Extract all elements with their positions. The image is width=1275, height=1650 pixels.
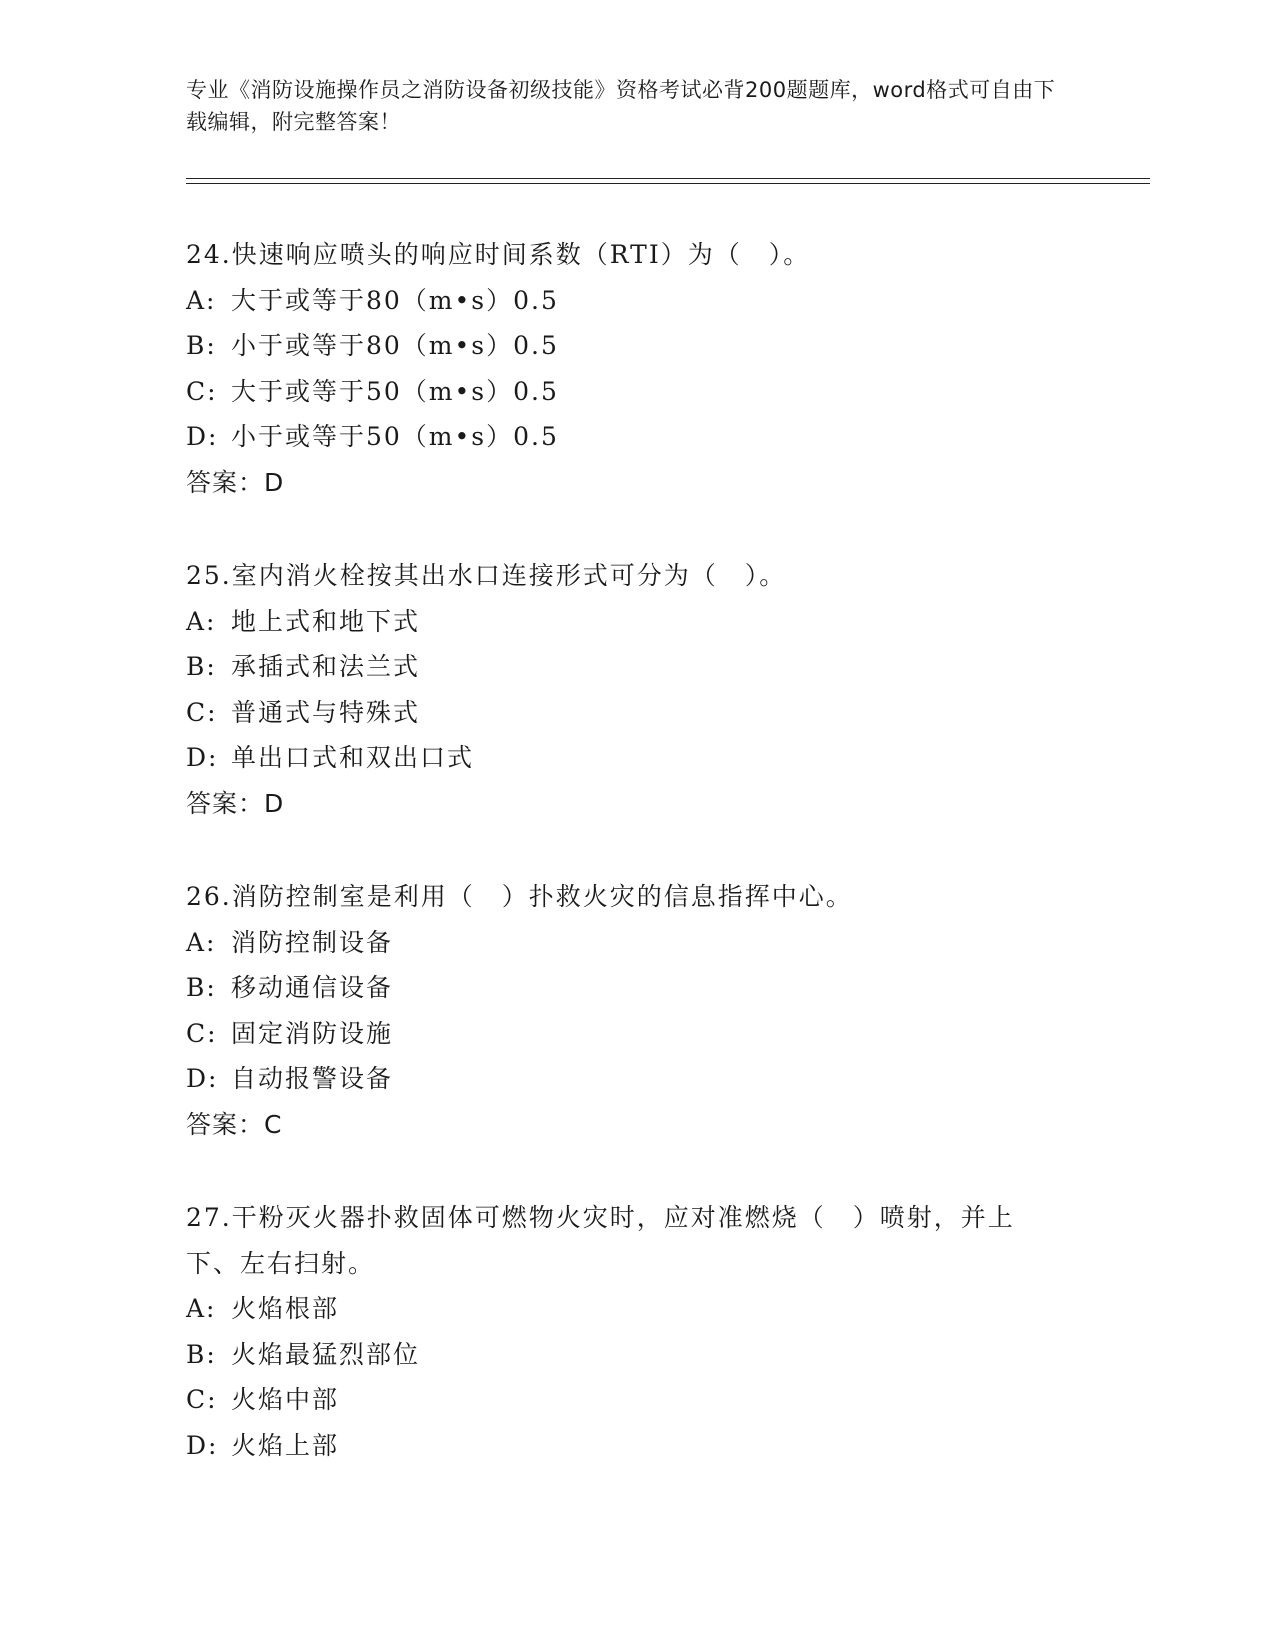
option-letter: D: (186, 743, 219, 772)
answer-line: 答案：C (186, 1109, 283, 1139)
question-list (186, 232, 1086, 1468)
option-b (186, 965, 1086, 1011)
option-a (186, 1286, 1086, 1332)
option-b (186, 644, 1086, 690)
question-stem: 25.室内消火栓按其出水口连接形式可分为（ ）。 (186, 561, 787, 590)
option-text: 单出口式和双出口式 (231, 743, 475, 772)
option-b (186, 323, 1086, 369)
option-text: 大于或等于80（m•s）0.5 (231, 285, 559, 315)
option-letter: A: (186, 285, 217, 315)
option-text: 地上式和地下式 (231, 606, 421, 636)
option-letter: A: (186, 1294, 217, 1323)
question-spacer (186, 1147, 1086, 1195)
option-d (186, 735, 1086, 781)
question-stem-line-2: 下、左右扫射。 (186, 1248, 376, 1278)
option-text: 火焰根部 (231, 1294, 340, 1323)
option-c (186, 369, 1086, 415)
option-letter: B: (186, 973, 217, 1002)
option-letter: A: (186, 927, 217, 957)
question-stem: 24.快速响应喷头的响应时间系数（RTI）为（ ）。 (186, 240, 811, 269)
answer-line: 答案：D (186, 467, 285, 497)
option-d (186, 1423, 1086, 1469)
question-24 (186, 232, 1086, 505)
option-text: 小于或等于80（m•s）0.5 (231, 331, 559, 360)
option-text: 移动通信设备 (231, 973, 394, 1002)
option-letter: A: (186, 606, 217, 636)
question-spacer (186, 826, 1086, 874)
question-26 (186, 874, 1086, 1147)
question-25 (186, 553, 1086, 826)
option-letter: C: (186, 1385, 218, 1414)
option-letter: D: (186, 422, 219, 451)
question-27 (186, 1195, 1086, 1468)
option-a (186, 278, 1086, 324)
answer-line: 答案：D (186, 788, 285, 818)
option-letter: B: (186, 331, 217, 360)
option-text: 火焰上部 (231, 1430, 340, 1460)
option-text: 大于或等于50（m•s）0.5 (231, 376, 559, 406)
option-text: 自动报警设备 (231, 1064, 394, 1093)
option-letter: C: (186, 697, 218, 727)
option-text: 火焰最猛烈部位 (231, 1339, 421, 1369)
option-letter: D: (186, 1064, 219, 1093)
option-letter: B: (186, 652, 217, 681)
option-c (186, 690, 1086, 736)
header-divider-bottom (186, 183, 1150, 184)
option-letter: D: (186, 1430, 219, 1460)
option-text: 普通式与特殊式 (231, 697, 421, 727)
question-stem-line-1: 27.干粉灭火器扑救固体可燃物火灾时，应对准燃烧（ ）喷射，并上 (186, 1203, 1015, 1232)
option-d (186, 1056, 1086, 1102)
option-d (186, 414, 1086, 460)
option-c (186, 1011, 1086, 1057)
option-letter: C: (186, 376, 218, 406)
option-text: 消防控制设备 (231, 927, 394, 957)
option-text: 火焰中部 (231, 1385, 340, 1414)
question-spacer (186, 505, 1086, 553)
option-text: 承插式和法兰式 (231, 652, 421, 681)
option-letter: B: (186, 1339, 217, 1369)
option-text: 固定消防设施 (231, 1018, 394, 1048)
option-a (186, 599, 1086, 645)
document-header: 专业《消防设施操作员之消防设备初级技能》资格考试必背200题题库，word格式可自由下载编辑，附完整答案！ (186, 78, 1056, 134)
option-c (186, 1377, 1086, 1423)
option-b (186, 1332, 1086, 1378)
option-a (186, 920, 1086, 966)
question-stem: 26.消防控制室是利用（ ）扑救火灾的信息指挥中心。 (186, 882, 853, 911)
option-letter: C: (186, 1018, 218, 1048)
option-text: 小于或等于50（m•s）0.5 (231, 422, 559, 451)
header-divider-top (186, 178, 1150, 179)
